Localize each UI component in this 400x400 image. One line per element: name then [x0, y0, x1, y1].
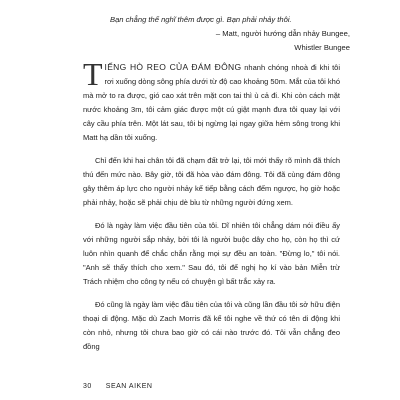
- epigraph-attribution-2: Whistler Bungee: [294, 43, 350, 52]
- lead-in: IẾNG HÒ REO CỦA ĐÁM ĐÔNG: [104, 62, 242, 72]
- page-footer: [83, 383, 152, 390]
- paragraph-3: Đó là ngày làm việc đầu tiên của tôi. Dĩ nhiên tôi chẳng dám nói điều ấy với những người sắp nhảy, bởi tôi là người buộc dây cho họ, còn họ thì cứ luôn nhìn quanh để chắc chắn rằng mọi sự đều an toàn. "Đừng lo," tôi nói. "Anh sẽ thấy thích cho xem." Sau đó, tôi để nghị họ kí vào bản Miễn trừ Trách nhiệm cho công ty nếu có chuyện gì bất trắc xảy ra.: [83, 221, 340, 286]
- epigraph-attribution-1: – Matt, người hướng dẫn nhảy Bungee,: [215, 29, 350, 38]
- epigraph-quote: Bạn chẳng thể nghĩ thêm được gì. Bạn phải nhảy thôi.: [110, 15, 292, 24]
- drop-cap: T: [83, 56, 103, 92]
- paragraph-1: [83, 56, 340, 145]
- page-number: 30: [83, 383, 92, 390]
- epigraph: [110, 13, 350, 55]
- paragraph-2: Chỉ đến khi hai chân tôi đã chạm đất trở lại, tôi mới thấy rõ mình đã thích thú đến mức nào. Bây giờ, tôi đã hòa vào đám đông. Tôi đã cùng đám đông gây thêm áp lực cho người nhảy kế tiếp bằng cách đếm ngược, họ giờ hoặc phải nhảy, hoặc sẽ phải chịu dè bỉu từ những người đứng xem.: [83, 156, 340, 207]
- paragraph-1-text: nhanh chóng nhoà đi khi tôi rơi xuống dòng sông phía dưới từ độ cao khoảng 50m. Mắt của tôi khó mà mở to ra được, gió cao xát trên mặt con tai thì ù cả đi. Khi còn cách mặt nước khoảng 3m, tôi cảm giác được một cú giật mạnh đưa tôi quay lại với cây cầu phía trên. Một lát sau, tôi bị ngừng lại ngay giữa hẻm sông trong khi Matt hạ dần tôi xuống.: [83, 63, 340, 142]
- running-head: SEAN AIKEN: [105, 383, 153, 390]
- body-text: [83, 56, 340, 363]
- paragraph-4: Đó cũng là ngày làm việc đầu tiên của tôi và cũng lần đầu tôi sở hữu điện thoại di động. Mặc dù Zach Morris đã kể tôi nghe về thứ có tên di động khi còn nhỏ, nhưng tôi chưa bao giờ có cái nào trước đó. Tôi vẫn chẳng đeo đồng: [83, 300, 340, 351]
